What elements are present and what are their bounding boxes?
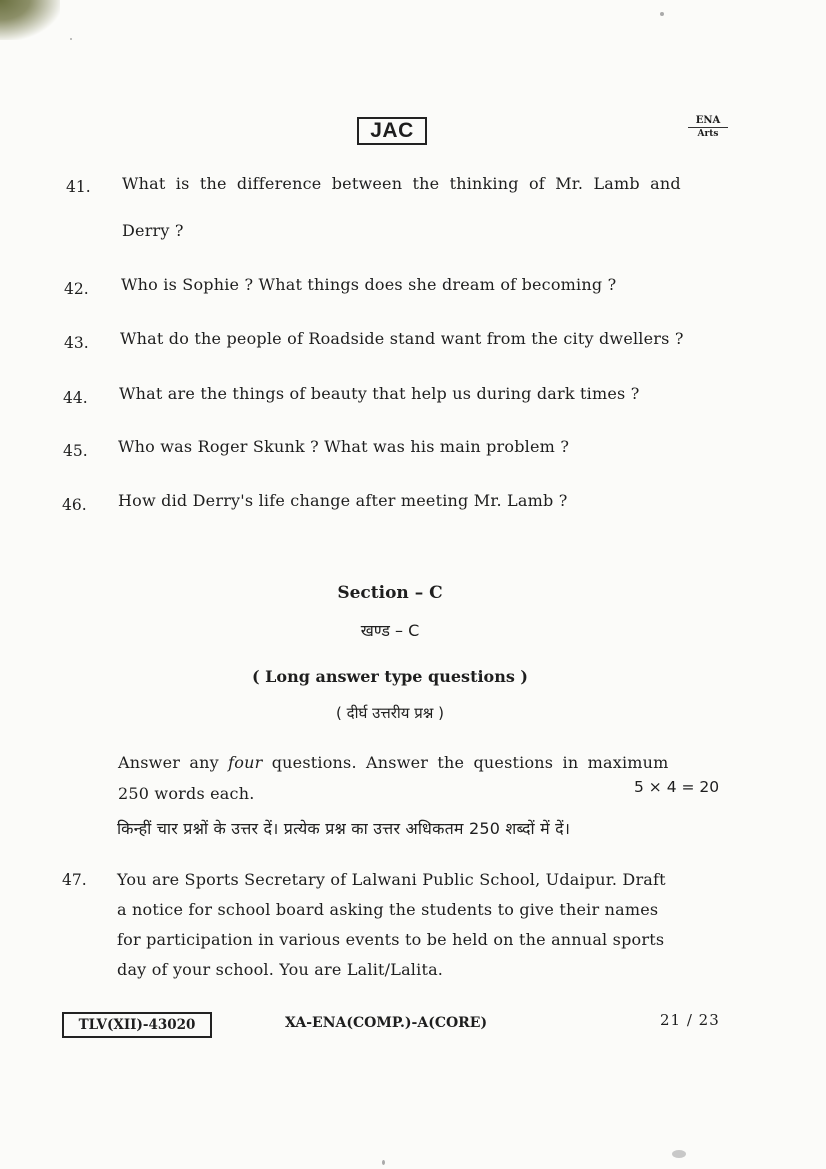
question-number: 41.	[66, 178, 91, 196]
footer-paper-title: XA-ENA(COMP.)-A(CORE)	[285, 1015, 488, 1031]
section-type: ( Long answer type questions )	[252, 667, 528, 686]
instructions-text: Answer any	[118, 753, 229, 772]
question-text-continued: Derry ?	[122, 221, 184, 240]
subject-tag-line1: ENA	[688, 114, 728, 128]
question-number: 44.	[63, 389, 88, 407]
instructions-line2: 250 words each.	[118, 784, 255, 803]
page-corner-shadow	[0, 0, 60, 40]
section-title-hindi: खण्ड – C	[360, 621, 420, 640]
question-text: What is the difference between the thinking of Mr. Lamb and	[122, 174, 681, 193]
question-text: You are Sports Secretary of Lalwani Public School, Udaipur. Draft	[117, 870, 666, 889]
scan-speck	[672, 1150, 686, 1158]
section-title: Section – C	[337, 583, 443, 603]
subject-tag-line2: Arts	[697, 129, 719, 139]
footer-page-number: 21 / 23	[660, 1011, 720, 1029]
section-type-hindi: ( दीर्घ उत्तरीय प्रश्न )	[336, 704, 444, 722]
question-text-continued: a notice for school board asking the students to give their names	[117, 900, 659, 919]
footer-paper-code: TLV(XII)-43020	[62, 1012, 212, 1038]
board-label: JAC	[357, 117, 427, 145]
question-text-continued: day of your school. You are Lalit/Lalita.	[117, 960, 444, 979]
question-text: What are the things of beauty that help us during dark times ?	[119, 384, 640, 403]
subject-tag	[688, 114, 728, 141]
question-number: 42.	[64, 280, 89, 298]
question-text: Who is Sophie ? What things does she dream of becoming ?	[121, 275, 617, 294]
instructions-line1	[118, 747, 728, 778]
question-number: 46.	[62, 496, 87, 514]
marks-allotment: 5 × 4 = 20	[634, 778, 720, 796]
instructions-text: questions. Answer the questions in maximum	[262, 753, 669, 772]
question-number: 47.	[62, 871, 87, 889]
scan-speck	[660, 12, 664, 16]
scan-speck	[382, 1160, 385, 1165]
question-text: What do the people of Roadside stand want from the city dwellers ?	[120, 329, 684, 348]
instructions-emphasis: four	[228, 753, 263, 772]
question-number: 43.	[64, 334, 89, 352]
question-number: 45.	[63, 442, 88, 460]
question-text: How did Derry's life change after meeting Mr. Lamb ?	[118, 491, 568, 510]
instructions-hindi: किन्हीं चार प्रश्नों के उत्तर दें। प्रत्येक प्रश्न का उत्तर अधिकतम 250 शब्दों में दें।	[117, 819, 571, 838]
question-text-continued: for participation in various events to be held on the annual sports	[117, 930, 665, 949]
scan-speck	[70, 38, 72, 40]
question-text: Who was Roger Skunk ? What was his main problem ?	[118, 437, 570, 456]
